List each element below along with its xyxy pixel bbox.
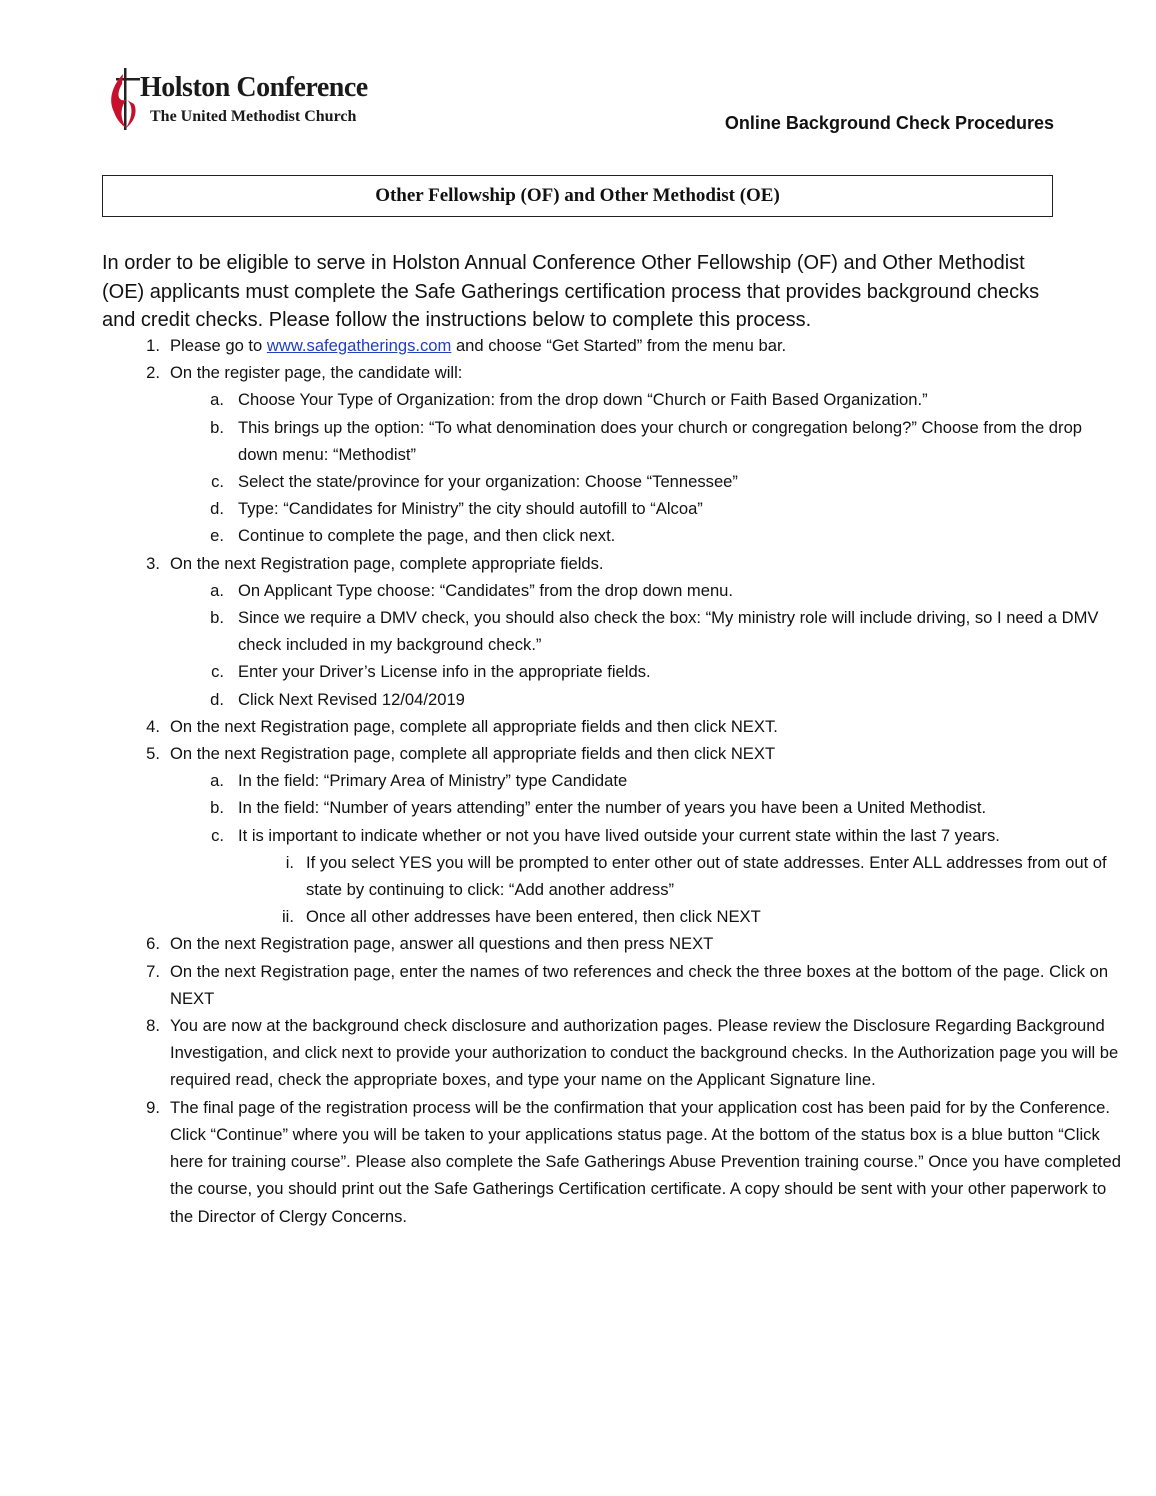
- step-3-substeps: [170, 577, 1125, 713]
- conference-logo: [106, 66, 406, 136]
- step-3d: Click Next Revised 12/04/2019: [238, 689, 465, 709]
- step-6: On the next Registration page, answer all questions and then press NEXT: [170, 934, 714, 954]
- step-2b: This brings up the option: “To what denomination does your church or congregation belong?” Choose from the drop down menu: “Methodist”: [238, 417, 1083, 464]
- step-2-text: On the register page, the candidate will:: [170, 363, 463, 383]
- step-3c: Enter your Driver’s License info in the appropriate fields.: [238, 662, 651, 682]
- step-1: [170, 332, 1125, 359]
- step-9: The final page of the registration process will be the confirmation that your application cost has been paid for by the Conference. Click “Continue” where you will be taken to your applications status page. At the bottom of the status box is a blue button “Click here for training course”. Please also complete the Safe Gatherings Abuse Prevention training course.” Once you have completed the course, you should print out the Safe Gatherings Certification certificate. A copy should be sent with your other paperwork to the Director of Clergy Concerns.: [170, 1097, 1121, 1226]
- step-1-pre: Please go to: [170, 336, 267, 355]
- step-5c: [238, 822, 1125, 931]
- step-5-text: On the next Registration page, complete all appropriate fields and then click NEXT: [170, 744, 776, 764]
- step-5: [170, 740, 1125, 930]
- step-3-text: On the next Registration page, complete appropriate fields.: [170, 553, 604, 573]
- step-7: On the next Registration page, enter the names of two references and check the three boxes at the bottom of the page. Click on NEXT: [170, 961, 1109, 1008]
- cross-and-flame-icon: [106, 66, 140, 132]
- step-2c: Select the state/province for your organization: Choose “Tennessee”: [238, 472, 738, 492]
- step-3b: Since we require a DMV check, you should also check the box: “My ministry role will include driving, so I need a DMV check included in my background check.”: [238, 608, 1099, 655]
- safegatherings-link[interactable]: www.safegatherings.com: [266, 336, 452, 355]
- step-5b: In the field: “Number of years attending” enter the number of years you have been a United Methodist.: [238, 798, 987, 818]
- step-5-substeps: [170, 767, 1125, 930]
- document-title: Online Background Check Procedures: [724, 113, 1054, 133]
- step-8: You are now at the background check disclosure and authorization pages. Please review the Disclosure Regarding Background Investigation, and click next to provide your authorization to conduct the background checks. In the Authorization page you will be required read, check the appropriate boxes, and type your name on the Applicant Signature line.: [170, 1016, 1119, 1090]
- step-2-substeps: [170, 386, 1125, 549]
- org-name: Holston Conference: [140, 72, 368, 103]
- step-5c-substeps: [238, 849, 1125, 931]
- step-2e: Continue to complete the page, and then click next.: [238, 526, 616, 546]
- step-5c-ii: Once all other addresses have been entered, then click NEXT: [306, 907, 761, 927]
- step-3: [170, 550, 1125, 713]
- step-4: On the next Registration page, complete all appropriate fields and then click NEXT.: [170, 716, 778, 736]
- step-2: [170, 359, 1125, 549]
- step-3a: On Applicant Type choose: “Candidates” from the drop down menu.: [238, 580, 734, 600]
- section-title-box: Other Fellowship (OF) and Other Methodist (OE): [102, 175, 1053, 217]
- step-5c-text: It is important to indicate whether or not you have lived outside your current state within the last 7 years.: [238, 825, 1000, 845]
- intro-paragraph: In order to be eligible to serve in Holston Annual Conference Other Fellowship (OF) and Other Methodist (OE) applicants must complete the Safe Gatherings certification process that provides background checks and credit checks. Please follow the instructions below to complete this process.: [102, 252, 1040, 331]
- step-1-post: and choose “Get Started” from the menu bar.: [451, 336, 787, 355]
- step-5a: In the field: “Primary Area of Ministry” type Candidate: [238, 771, 628, 791]
- step-5c-i: If you select YES you will be prompted to enter other out of state addresses. Enter ALL addresses from out of state by continuing to click: “Add another address”: [306, 852, 1107, 900]
- step-2d: Type: “Candidates for Ministry” the city should autofill to “Alcoa”: [238, 499, 703, 519]
- procedure-steps: [102, 332, 1125, 1230]
- org-subtitle: The United Methodist Church: [150, 108, 357, 125]
- step-2a: Choose Your Type of Organization: from the drop down “Church or Faith Based Organization.”: [238, 390, 928, 410]
